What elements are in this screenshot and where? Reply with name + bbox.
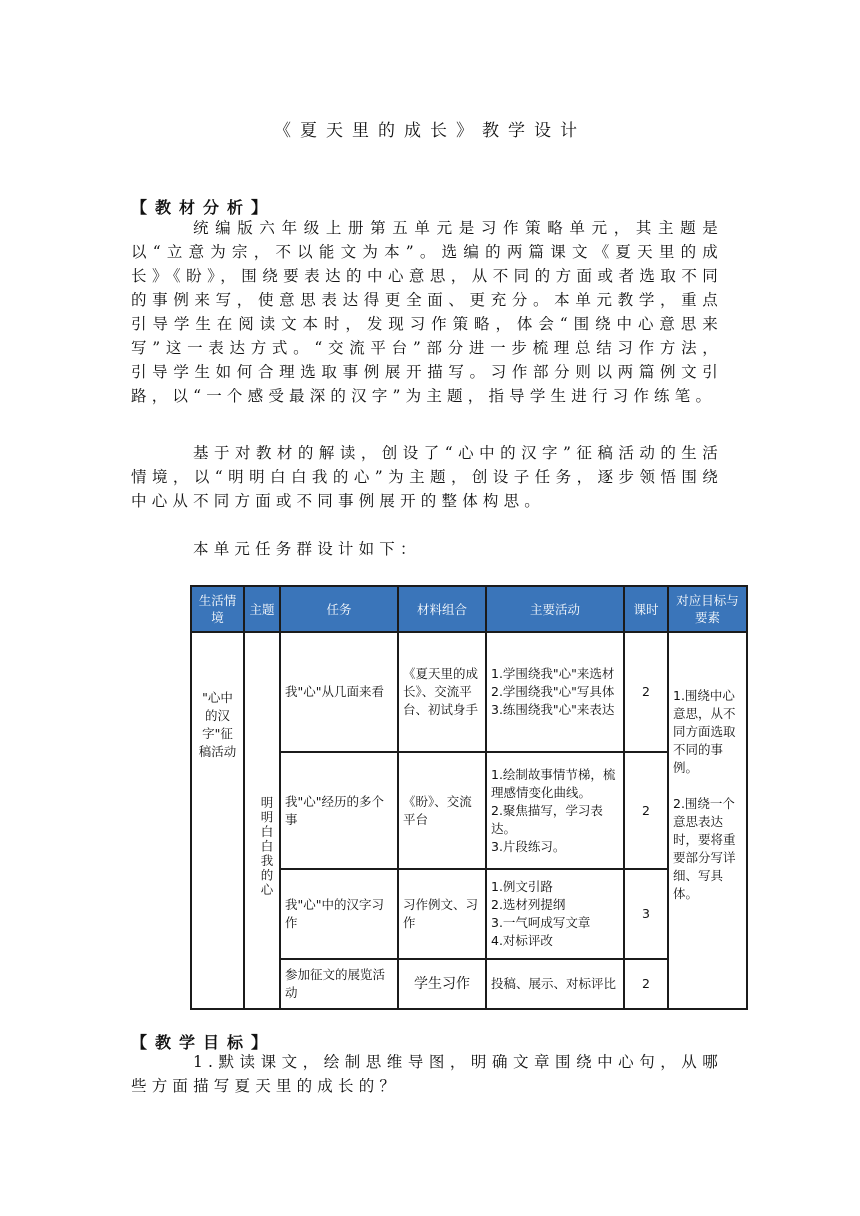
task-cell: 我"心"中的汉字习作 <box>280 869 398 959</box>
materials-cell: 《夏天里的成长》、交流平台、初试身手 <box>398 632 486 752</box>
activities-cell <box>486 752 624 869</box>
activity-item: 2.选材列提纲 <box>491 897 566 912</box>
activities-cell <box>486 869 624 959</box>
goal-item: 2.围绕一个意思表达时，要将重要部分写详细、写具体。 <box>673 796 736 901</box>
hours-cell: 3 <box>624 869 668 959</box>
header-goals: 对应目标与要素 <box>668 586 747 632</box>
activity-item: 投稿、展示、对标评比 <box>491 976 617 991</box>
task-group-table <box>190 585 748 1010</box>
activity-item: 1.学围绕我"心"来选材 <box>491 666 615 681</box>
hours-cell: 2 <box>624 632 668 752</box>
activity-item: 1.绘制故事情节梯，梳理感情变化曲线。 <box>491 766 616 800</box>
goals-cell <box>668 632 747 1009</box>
table-row <box>191 632 747 752</box>
analysis-paragraph-1: 统编版六年级上册第五单元是习作策略单元，其主题是以“立意为宗，不以能文为本”。选编的两篇课文《夏天里的成长》《盼》，围绕要表达的中心意思，从不同的方面或者选取不同的事例来写，使意思表达得更全面、更充分。本单元教学，重点引导学生在阅读文本时，发现习作策略，体会“围绕中心意思来写”这一表达方式。“交流平台”部分进一步梳理总结习作方法，引导学生如何合理选取事例展开描写。习作部分则以两篇例文引路，以“一个感受最深的汉字”为主题，指导学生进行习作练笔。 <box>131 219 723 405</box>
section-heading-analysis: 【教材分析】 <box>131 198 276 217</box>
materials-cell: 《盼》、交流平台 <box>398 752 486 869</box>
activity-item: 4.对标评改 <box>491 933 553 948</box>
analysis-paragraph-2: 基于对教材的解读，创设了“心中的汉字”征稿活动的生活情境，以“明明白白我的心”为主题，创设子任务，逐步领悟围绕中心从不同方面或不同事例展开的整体构思。 <box>131 444 723 510</box>
activities-cell <box>486 632 624 752</box>
document-title: 《夏天里的成长》教学设计 <box>274 121 586 141</box>
activity-item: 3.练围绕我"心"来表达 <box>491 702 615 717</box>
section-heading-objectives: 【教学目标】 <box>131 1033 276 1052</box>
header-theme: 主题 <box>244 586 280 632</box>
situation-cell: "心中的汉字"征稿活动 <box>191 632 244 1009</box>
task-cell: 我"心"经历的多个事 <box>280 752 398 869</box>
objectives-paragraph-1: 1.默读课文，绘制思维导图，明确文章围绕中心句，从哪些方面描写夏天里的成长的？ <box>131 1053 723 1095</box>
table-header-row <box>191 586 747 632</box>
activity-item: 3.一气呵成写文章 <box>491 915 591 930</box>
analysis-paragraph-3: 本单元任务群设计如下： <box>193 540 421 558</box>
header-situation: 生活情境 <box>191 586 244 632</box>
header-task: 任务 <box>280 586 398 632</box>
activity-item: 1.例文引路 <box>491 879 553 894</box>
hours-cell: 2 <box>624 959 668 1009</box>
activities-cell <box>486 959 624 1009</box>
task-cell: 我"心"从几面来看 <box>280 632 398 752</box>
materials-cell: 习作例文、习作 <box>398 869 486 959</box>
header-hours: 课时 <box>624 586 668 632</box>
header-materials: 材料组合 <box>398 586 486 632</box>
materials-cell: 学生习作 <box>398 959 486 1009</box>
activity-item: 2.聚焦描写，学习表达。 <box>491 802 603 836</box>
activity-item: 2.学围绕我"心"写具体 <box>491 684 615 699</box>
activity-item: 3.片段练习。 <box>491 838 566 854</box>
hours-cell: 2 <box>624 752 668 869</box>
task-cell: 参加征文的展览活动 <box>280 959 398 1009</box>
goal-item: 1.围绕中心意思，从不同方面选取不同的事例。 <box>673 688 736 775</box>
header-activities: 主要活动 <box>486 586 624 632</box>
theme-cell: 明明白白我的心 <box>244 632 280 1009</box>
